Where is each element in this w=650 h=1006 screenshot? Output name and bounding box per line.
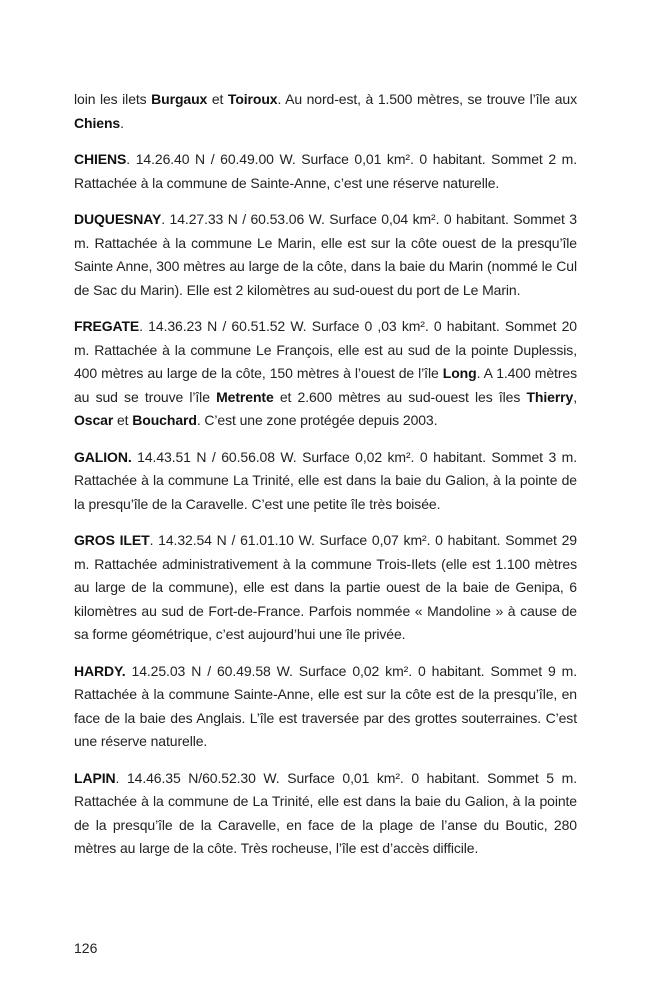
entry-title: LAPIN [74,769,116,786]
text-segment: et [207,91,228,107]
island-name: Toiroux [227,91,278,107]
entry-text: . 14.32.54 N / 61.01.10 W. Surface 0,07 km². 0 habitant. Sommet 29 m. Rattachée administrativement à la commune Trois-Ilets (elle est 1.100 mètres au large de la commune), elle est dans la partie ouest de la baie de Genipa, 6 kilomètres au sud de Fort-de-France. Parfois nommée « Mandoline » à cause de sa forme géométrique, c’est aujourd’hui une île privée. [74,532,577,642]
text-segment: loin les ilets [74,91,152,107]
island-name: Bouchard [132,412,197,428]
page-body [74,88,577,874]
entry-text: 14.43.51 N / 60.56.08 W. Surface 0,02 km². 0 habitant. Sommet 3 m. Rattachée à la commune La Trinité, elle est dans la baie du Galion, à la pointe de la presqu’île de la Caravelle. C’est une petite île très boisée. [74,448,577,512]
entry-title: CHIENS [74,151,127,167]
island-name: Burgaux [151,91,208,107]
entry-gros-ilet [74,529,577,647]
entry-galion [74,446,577,517]
entry-chiens [74,148,577,195]
entry-hardy [74,660,577,754]
island-name: Long [442,365,477,381]
text-segment: . Au nord-est, à 1.500 mètres, se trouve l’île aux [277,91,577,107]
entry-text: . 14.26.40 N / 60.49.00 W. Surface 0,01 km². 0 habitant. Sommet 2 m. Rattachée à la commune de Sainte-Anne, c’est une réserve naturelle. [74,151,577,191]
entry-text: . 14.46.35 N/60.52.30 W. Surface 0,01 km². 0 habitant. Sommet 5 m. Rattachée à la commune de La Trinité, elle est dans la baie du Galion, à la pointe de la presqu’île de la Caravelle, en face de la plage de l’anse du Boutic, 280 mètres au large de la côte. Très rocheuse, l’île est d’accès difficile. [74,769,577,856]
entry-text: 14.25.03 N / 60.49.58 W. Surface 0,02 km². 0 habitant. Sommet 9 m. Rattachée à la commune Sainte-Anne, elle est sur la côte est de la presqu’île, en face de la baie des Anglais. L’île est traversée par des grottes souterraines. C’est une réserve naturelle. [74,662,577,749]
island-name: Metrente [216,388,274,405]
island-name: Oscar [74,412,114,428]
page-number: 126 [74,940,98,956]
entry-text: . A 1.400 mètres au sud se trouve l’île [74,365,577,405]
entry-text: . 14.36.23 N / 60.51.52 W. Surface 0 ,03 km². 0 habitant. Sommet 20 m. Rattachée à la commune Le François, elle est au sud de la pointe Duplessis, 400 mètres au large de la côte, 150 mètres à l’ouest de l’île [74,318,577,381]
entry-text: . 14.27.33 N / 60.53.06 W. Surface 0,04 km². 0 habitant. Sommet 3 m. Rattachée à la commune Le Marin, elle est sur la côte ouest de la presqu’île Sainte Anne, 300 mètres au large de la côte, dans la baie du Marin (nommé le Cul de Sac du Marin). Elle est 2 kilomètres au sud-ouest du port de Le Marin. [74,211,577,298]
entry-text: et 2.600 mètres au sud-ouest les îles [273,388,527,405]
entry-duquesnay [74,208,577,302]
island-name: Chiens [74,114,121,131]
entry-title: GROS ILET [74,532,150,548]
text-segment: . [120,114,124,131]
entry-text: , [573,388,578,405]
entry-title: DUQUESNAY [74,211,162,227]
entry-title: GALION. [74,448,132,465]
entry-lapin [74,767,577,861]
entry-title: FREGATE [74,318,140,334]
paragraph-intro [74,88,577,135]
entry-text: et [113,412,133,428]
entry-fregate [74,315,577,433]
island-name: Thierry [526,388,574,405]
entry-text: . C’est une zone protégée depuis 2003. [196,412,438,428]
entry-title: HARDY. [74,662,126,679]
